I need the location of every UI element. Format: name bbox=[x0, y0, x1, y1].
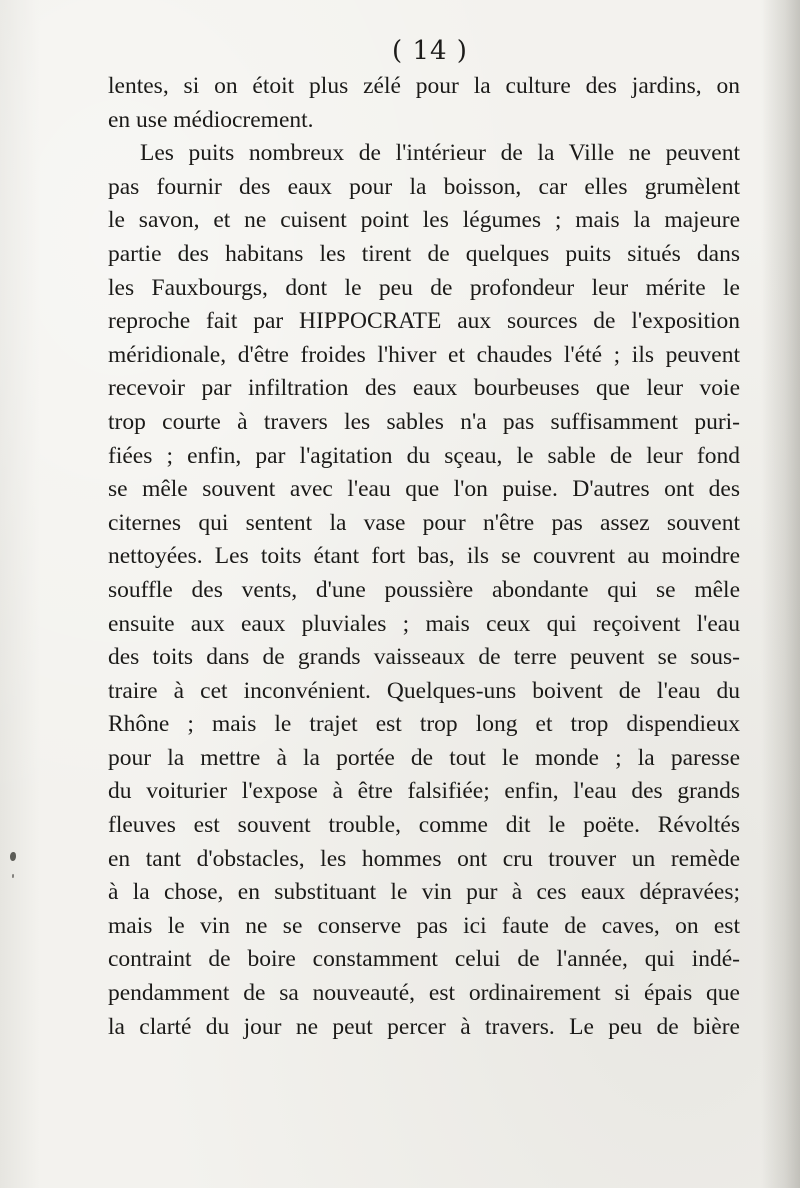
ink-speck bbox=[12, 874, 14, 878]
text-line: en tant d'obstacles, les hommes ont cru trouver un remède bbox=[108, 845, 740, 872]
body-text bbox=[108, 70, 740, 1044]
text-line: nettoyées. Les toits étant fort bas, ils se couvrent au moindre bbox=[108, 543, 740, 570]
text-line: souffle des vents, d'une poussière abondante qui se mêle bbox=[108, 576, 740, 603]
text-line: trop courte à travers les sables n'a pas suffisamment puri- bbox=[108, 408, 740, 435]
text-line: partie des habitans les tirent de quelques puits situés dans bbox=[108, 240, 740, 267]
ink-speck bbox=[10, 852, 16, 861]
text-line: lentes, si on étoit plus zélé pour la culture des jardins, on bbox=[108, 73, 740, 99]
text-line: la clarté du jour ne peut percer à travers. Le peu de bière bbox=[108, 1013, 740, 1040]
text-line: ensuite aux eaux pluviales ; mais ceux qui reçoivent l'eau bbox=[108, 610, 740, 637]
text-line: pendamment de sa nouveauté, est ordinairement si épais que bbox=[108, 980, 740, 1007]
text-line: en use médiocrement. bbox=[108, 106, 314, 133]
text-line: Les puits nombreux de l'intérieur de la Ville ne peuvent bbox=[140, 140, 740, 167]
page-gutter-shadow bbox=[762, 0, 800, 1188]
text-line: mais le vin ne se conserve pas ici faute de caves, on est bbox=[108, 912, 740, 939]
text-line: recevoir par infiltration des eaux bourbeuses que leur voie bbox=[108, 375, 740, 402]
text-line: se mêle souvent avec l'eau que l'on puise. D'autres ont des bbox=[108, 476, 740, 503]
text-line: fleuves est souvent trouble, comme dit le poëte. Révoltés bbox=[108, 812, 740, 839]
text-line: Rhône ; mais le trajet est trop long et trop dispendieux bbox=[108, 711, 740, 738]
text-line: du voiturier l'expose à être falsifiée; enfin, l'eau des grands bbox=[108, 778, 740, 805]
text-line: les Fauxbourgs, dont le peu de profondeur leur mérite le bbox=[108, 274, 740, 301]
text-line: méridionale, d'être froides l'hiver et chaudes l'été ; ils peuvent bbox=[108, 341, 740, 368]
text-line: contraint de boire constamment celui de l'année, qui indé- bbox=[108, 946, 740, 973]
text-line: pas fournir des eaux pour la boisson, car elles grumèlent bbox=[108, 173, 740, 200]
text-line: citernes qui sentent la vase pour n'être pas assez souvent bbox=[108, 509, 740, 536]
text-line: reproche fait par HIPPOCRATE aux sources de l'exposition bbox=[108, 308, 740, 335]
page-number: ( 14 ) bbox=[392, 36, 468, 66]
text-line: pour la mettre à la portée de tout le monde ; la paresse bbox=[108, 744, 740, 771]
text-line: traire à cet inconvénient. Quelques-uns boivent de l'eau du bbox=[108, 677, 740, 704]
text-line: fiées ; enfin, par l'agitation du sçeau, le sable de leur fond bbox=[108, 442, 740, 469]
text-line: le savon, et ne cuisent point les légumes ; mais la majeure bbox=[108, 207, 740, 234]
text-line: des toits dans de grands vaisseaux de terre peuvent se sous- bbox=[108, 644, 740, 671]
text-line: à la chose, en substituant le vin pur à ces eaux dépravées; bbox=[108, 879, 740, 906]
